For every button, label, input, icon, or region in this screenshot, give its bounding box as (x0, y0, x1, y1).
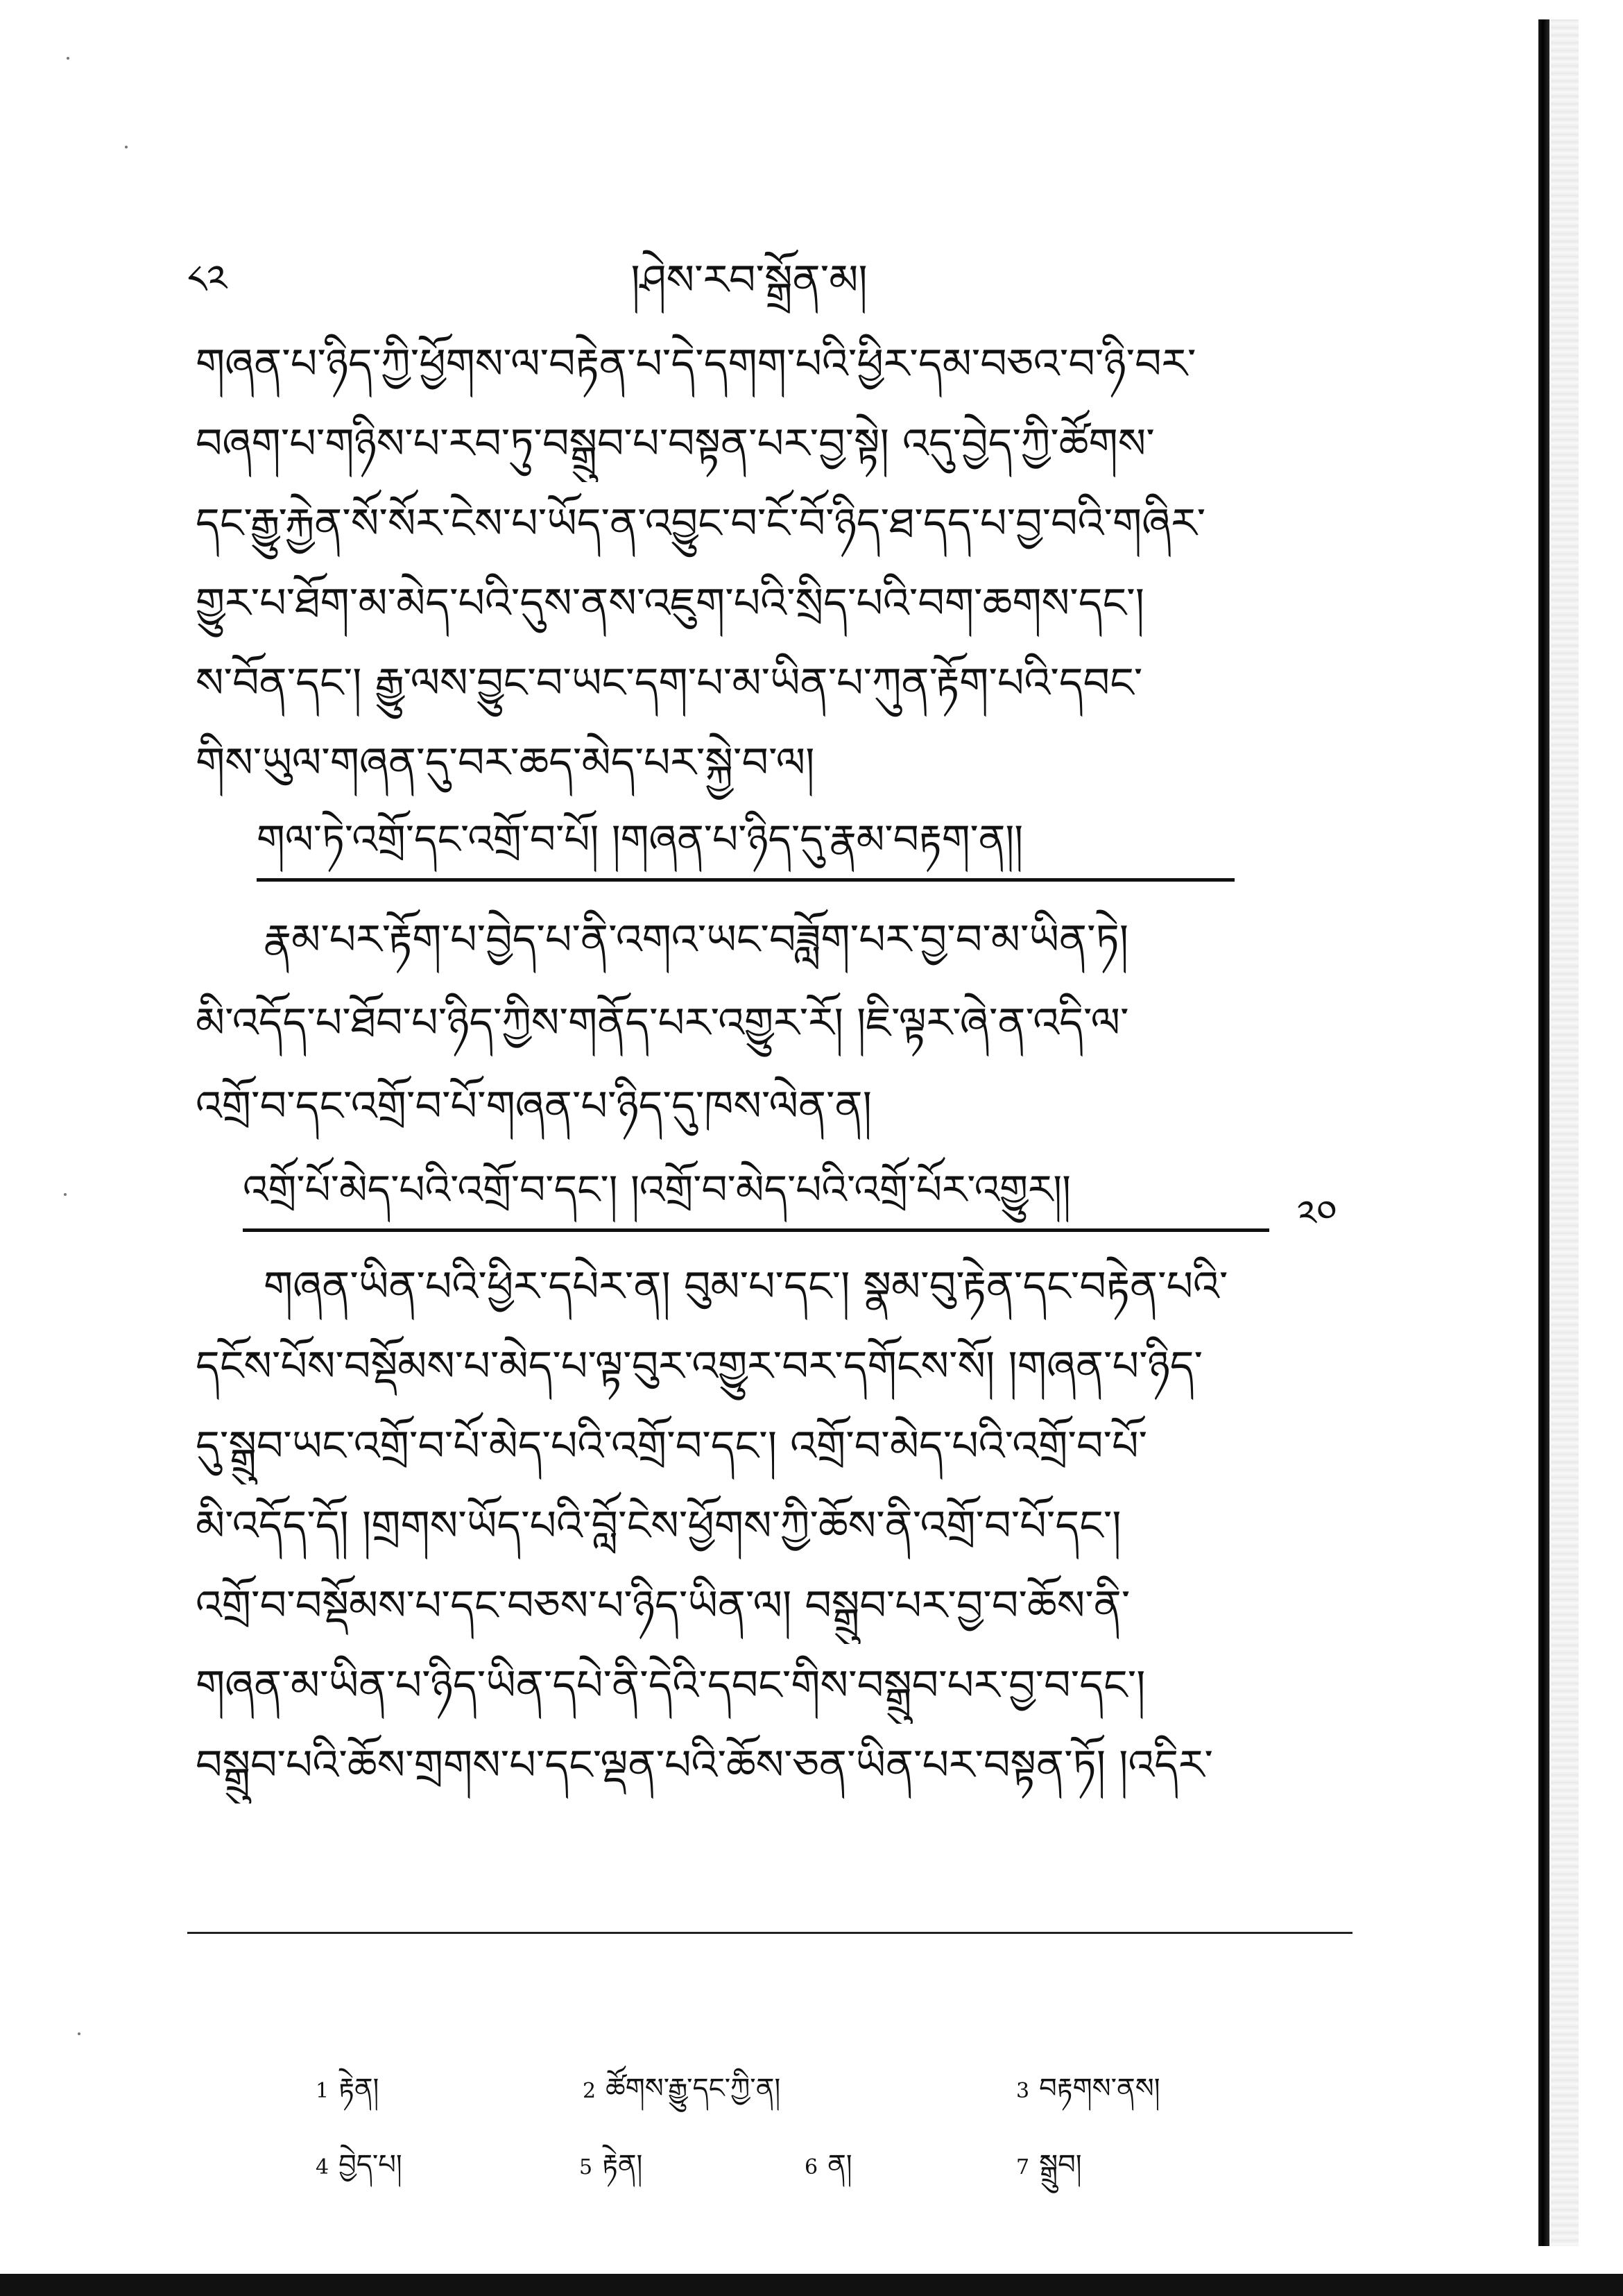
body-line: གིས་ཡུལ་གཞན་དུ་བར་ཆད་མེད་པར་སྐྱེ་བ་ལ། (196, 739, 815, 787)
footnote (579, 2133, 642, 2211)
body-line: གཞན་ཡིན་པའི་ཕྱིར་དཔེར་ན། བུམ་པ་དང་། སྣམ་བུ་རྟེན་དང་བརྟེན་པའི་ (264, 1262, 1228, 1311)
footnote (1016, 2057, 1160, 2135)
page-number: ༨༢ (187, 257, 227, 302)
footnote (805, 2133, 852, 2211)
body-line: ས་བོན་དང་། རྒྱུ་ལས་བྱུང་བ་ཡང་དག་པ་མ་ཡིན་པ་ཀུན་རྟོག་པའི་དབང་ (196, 659, 1143, 708)
verse-line (243, 1155, 1269, 1232)
body-line: འགྲོ་བ་དང་འགྲོ་བ་པོ་གཞན་པ་ཉིད་དུ་ཁས་ལེན་ན། (196, 1082, 872, 1131)
footnote-text: ན། (827, 2149, 852, 2181)
footnote-number: 1 (316, 2079, 329, 2103)
footnote-text: བརྟགས་ནས། (1039, 2073, 1160, 2105)
footnote (1016, 2133, 1082, 2211)
footnote-number: 6 (805, 2155, 818, 2179)
body-line: མི་འདོད་དོ། །གྲགས་ཡོད་པའི་བློ་ངེས་ཕྱོགས་ཀྱི་ཆོས་ནི་འགྲོ་བ་པོ་དང་། (196, 1502, 1122, 1550)
footnote-number: 2 (583, 2079, 596, 2103)
scan-speck (67, 57, 69, 60)
body-line: གྱུར་པ་ཐོག་མ་མེད་པའི་དུས་ནས་འཇུག་པའི་སྲིད་པའི་བག་ཆགས་དང་། (196, 579, 1144, 628)
footnote-text: རྟེན། (338, 2073, 379, 2105)
verse-left-half: འགྲོ་པོ་མེད་པའི་འགྲོ་བ་དང་། (243, 1166, 630, 1213)
footnote-text: ཚོགས་རྒྱུ་དང་ཀྱི་ན། (606, 2073, 781, 2105)
body-line: དང་རྒྱུ་རྐྱེན་སོ་སོར་ངེས་པ་ཡོད་ན་འབྱུང་བ་ངོ་བོ་ཉིད་ཐ་དད་པ་བྱ་བའི་གཞིར་ (196, 499, 1206, 548)
footnote-number: 3 (1016, 2079, 1030, 2103)
verse-line (257, 805, 1235, 882)
scan-speck (64, 1193, 67, 1196)
scan-speck (78, 2032, 80, 2035)
body-line: རྣམ་པར་རྟོག་པ་བྱེད་པ་ནི་འགའ་ཡང་བཟློག་པར་བྱ་བ་མ་ཡིན་ཏེ། (264, 916, 1129, 964)
footnote-number: 5 (579, 2155, 593, 2179)
verse-left-half: གལ་ཏེ་འགྲོ་དང་འགྲོ་བ་པོ། (257, 816, 612, 863)
page-edge-shadow (1551, 19, 1579, 2246)
body-line: གཞན་པ་ཉིད་ཀྱི་ཕྱོགས་ལ་བརྟེན་པ་དེ་དགག་པའི་ཕྱིར་དམ་བཅའ་བ་ཉི་བར་ (196, 340, 1196, 388)
body-line: བསྒྲུབ་པའི་ཆོས་གྲགས་པ་དང་ལྡན་པའི་ཆོས་ཅན་ཡིན་པར་བསྟན་ཏོ། །འདིར་ (196, 1741, 1213, 1790)
footnote (316, 2057, 379, 2135)
footnote-number: 4 (316, 2155, 329, 2179)
body-line: མི་འདོད་པ་ཐོབ་པ་ཉིད་ཀྱིས་གནོད་པར་འགྱུར་རོ། །ཇི་ལྟར་ཞེ་ན་འདི་ལ་ (196, 999, 1129, 1047)
footnote-number: 7 (1016, 2155, 1030, 2179)
body-line: དུ་སྒྲུབ་ཡང་འགྲོ་བ་པོ་མེད་པའི་འགྲོ་བ་དང་། འགྲོ་བ་མེད་པའི་འགྲོ་བ་པོ་ (196, 1422, 1148, 1471)
running-title: །ཤེས་རབ་སྒྲོན་མ། (630, 256, 868, 305)
body-line: འགྲོ་བ་བསྡོམས་པ་དང་བཅས་པ་ཉིད་ཡིན་ལ། བསྒྲུབ་པར་བྱ་བ་ཆོས་ནི་ (196, 1582, 1131, 1630)
scan-speck (125, 146, 128, 148)
footnote-text: རྟེན། (602, 2149, 643, 2181)
footnote-text: སྒྲུབ། (1039, 2149, 1082, 2181)
footnote-text: བྱེད་པ། (338, 2149, 402, 2181)
footnote (316, 2133, 402, 2211)
scan-bottom-edge (0, 2274, 1623, 2296)
footnote (583, 2057, 780, 2135)
body-line: དངོས་པོས་བསྡོམས་པ་མེད་པ་ལྟ་བུར་འགྱུར་བར་དགོངས་སོ། །གཞན་པ་ཉིད་ (196, 1342, 1203, 1391)
body-line: གཞན་མ་ཡིན་པ་ཉིད་ཡིན་དཔེ་ནི་དེའི་དབང་གིས་བསྒྲུབ་པར་བྱ་བ་དང་། (196, 1661, 1146, 1710)
page-edge-rule (1538, 19, 1549, 2246)
verse-right-half: །གཞན་པ་ཉིད་དུ་རྣམ་བརྟག་ན།། (611, 816, 1024, 863)
footnote-separator (187, 1932, 1352, 1934)
body-line: བཞག་པ་གཉིས་པ་རབ་ཏུ་བསྒྲུབ་པ་བསྟན་པར་བྱ་སྟེ། འདུ་བྱེད་ཀྱི་ཚོགས་ (196, 420, 1155, 468)
verse-number: ༢༠ (1297, 1192, 1337, 1236)
verse-right-half: །འགྲོ་བ་མེད་པའི་འགྲོ་པོར་འགྱུར།། (630, 1166, 1071, 1213)
